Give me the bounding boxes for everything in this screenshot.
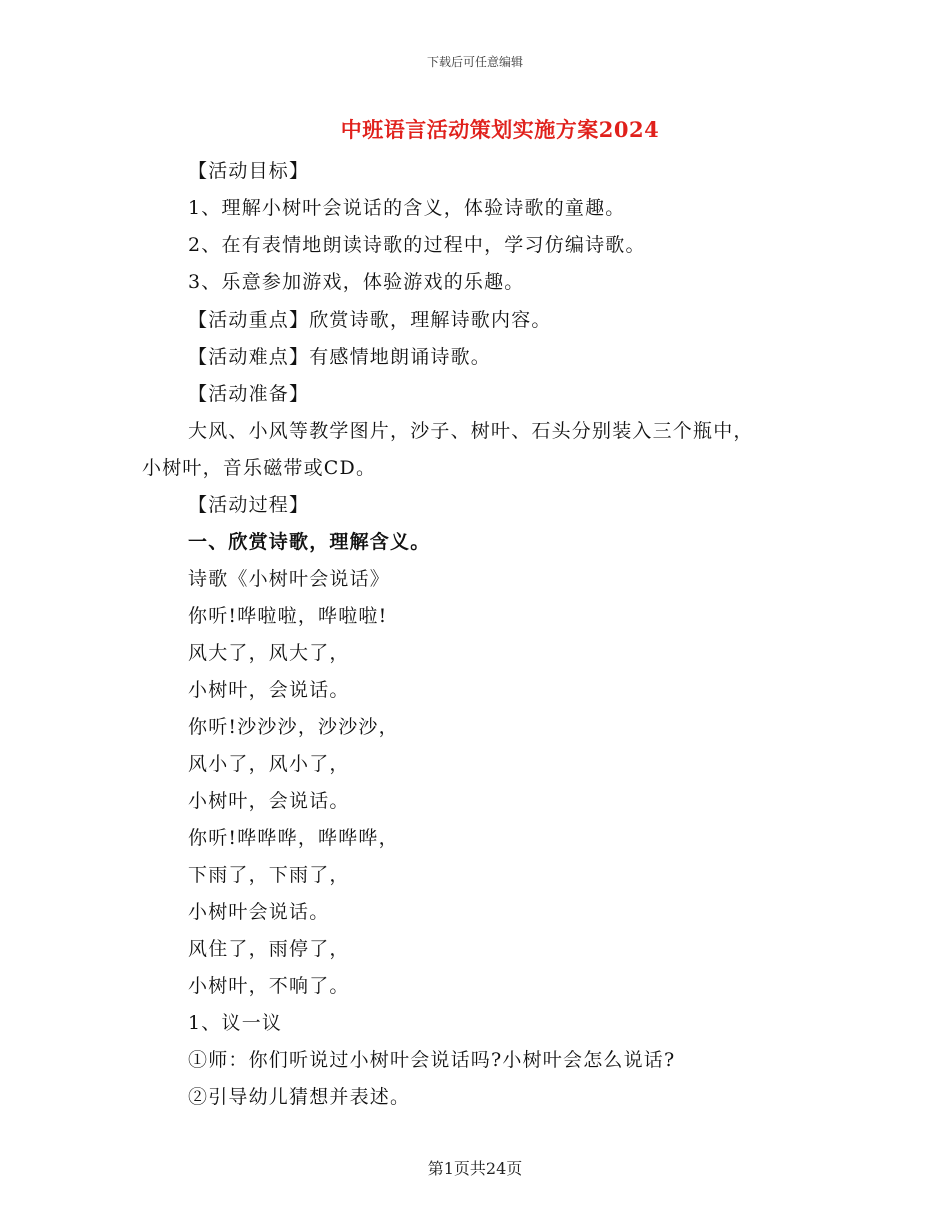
goal-item-1: 1、理解小树叶会说话的含义，体验诗歌的童趣。 — [188, 197, 626, 219]
discussion-question: ①师：你们听说过小树叶会说话吗?小树叶会怎么说话? — [188, 1049, 676, 1071]
document-title: 中班语言活动策划实施方案2024 — [340, 117, 660, 142]
poem-line: 小树叶，不响了。 — [188, 975, 350, 997]
poem-title: 诗歌《小树叶会说话》 — [188, 568, 391, 590]
poem-line: 风大了，风大了， — [188, 642, 350, 664]
key-point-line: 【活动重点】欣赏诗歌，理解诗歌内容。 — [188, 309, 552, 331]
poem-line: 小树叶，会说话。 — [188, 679, 350, 701]
preparation-text-1: 大风、小风等教学图片，沙子、树叶、石头分别装入三个瓶中， — [188, 420, 754, 442]
discussion-heading: 1、议一议 — [188, 1012, 283, 1034]
poem-line: 你听!沙沙沙，沙沙沙， — [188, 716, 399, 738]
process-step-heading: 一、欣赏诗歌，理解含义。 — [188, 531, 431, 553]
section-heading-process: 【活动过程】 — [188, 494, 310, 516]
page-number-footer: 第1页共24页 — [427, 1159, 523, 1178]
poem-line: 风小了，风小了， — [188, 753, 350, 775]
poem-line: 风住了，雨停了， — [188, 938, 350, 960]
difficulty-line: 【活动难点】有感情地朗诵诗歌。 — [188, 346, 492, 368]
page-header: 下载后可任意编辑 — [426, 55, 523, 69]
poem-line: 下雨了，下雨了， — [188, 864, 350, 886]
poem-line: 小树叶会说话。 — [188, 901, 330, 923]
poem-line: 你听!哗啦啦，哗啦啦! — [188, 605, 388, 627]
poem-line: 你听!哗哗哗，哗哗哗， — [188, 827, 399, 849]
section-heading-preparation: 【活动准备】 — [188, 383, 310, 405]
preparation-text-2: 小树叶，音乐磁带或CD。 — [142, 457, 377, 479]
goal-item-3: 3、乐意参加游戏，体验游戏的乐趣。 — [188, 271, 525, 293]
poem-line: 小树叶，会说话。 — [188, 790, 350, 812]
discussion-guidance: ②引导幼儿猜想并表述。 — [188, 1086, 411, 1108]
goal-item-2: 2、在有表情地朗读诗歌的过程中，学习仿编诗歌。 — [188, 234, 646, 256]
section-heading-goals: 【活动目标】 — [188, 160, 310, 182]
